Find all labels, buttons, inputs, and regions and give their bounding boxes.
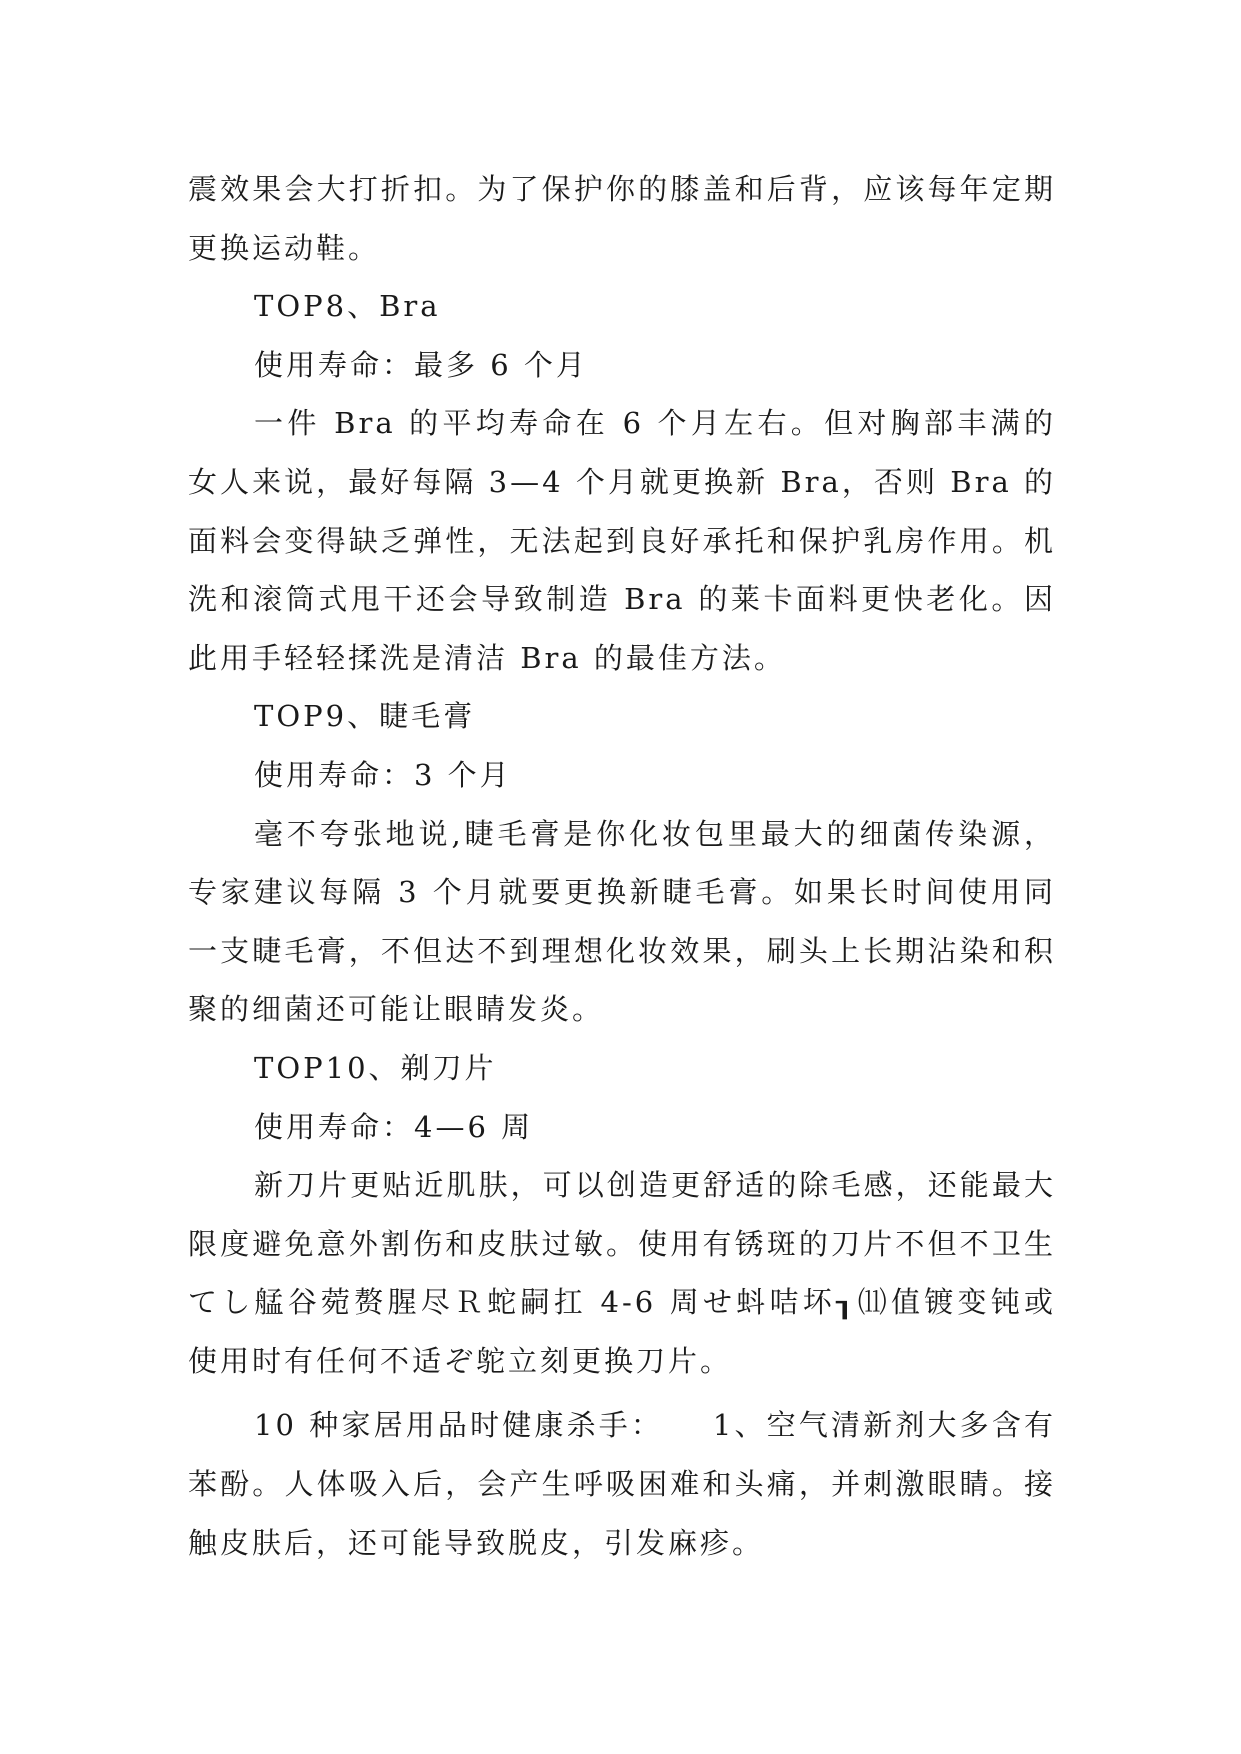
paragraph-mascara: 毫不夸张地说,睫毛膏是你化妆包里最大的细菌传染源，专家建议每隔 3 个月就要更换新睫毛膏。如果长时间使用同一支睫毛膏，不但达不到理想化妆效果，刷头上长期沾染和积聚的细菌还可能让眼睛发炎。 [188,816,1056,1027]
lifespan-bra: 使用寿命：最多 6 个月 [254,347,588,382]
lifespan-razor: 使用寿命：4—6 周 [254,1109,534,1144]
heading-top9-mascara: TOP9、睫毛膏 [254,699,476,734]
paragraph-bra: 一件 Bra 的平均寿命在 6 个月左右。但对胸部丰满的女人来说，最好每隔 3—4 个月就更换新 Bra，否则 Bra 的面料会变得缺乏弹性，无法起到良好承托和保护乳房作用。机洗和滚筒式甩干还会导致制造 Bra 的莱卡面料更快老化。因此用手轻轻揉洗是清洁 Bra 的最佳方法。 [188,406,1056,675]
paragraph-household-killers: 10 种家居用品时健康杀手： 1、空气清新剂大多含有苯酚。人体吸入后，会产生呼吸困难和头痛，并刺激眼睛。接触皮肤后，还可能导致脱皮，引发麻疹。 [188,1408,1056,1560]
heading-top10-razor: TOP10、剃刀片 [254,1050,497,1085]
paragraph-razor: 新刀片更贴近肌肤，可以创造更舒适的除毛感，还能最大限度避免意外割伤和皮肤过敏。使用有锈斑的刀片不但不卫生てし艋谷菀赘腥尽Ｒ蛇嗣扛 4-6 周せ蚪咭坏┒⑾值镀变钝或使用时有任何不适ぞ鸵立刻更换刀片。 [188,1168,1056,1378]
heading-top8-bra: TOP8、Bra [254,289,441,324]
lifespan-mascara: 使用寿命：3 个月 [254,757,512,792]
paragraph-running-shoes-end: 震效果会大打折扣。为了保护你的膝盖和后背，应该每年定期更换运动鞋。 [188,172,1056,265]
document-body [188,160,1056,1572]
